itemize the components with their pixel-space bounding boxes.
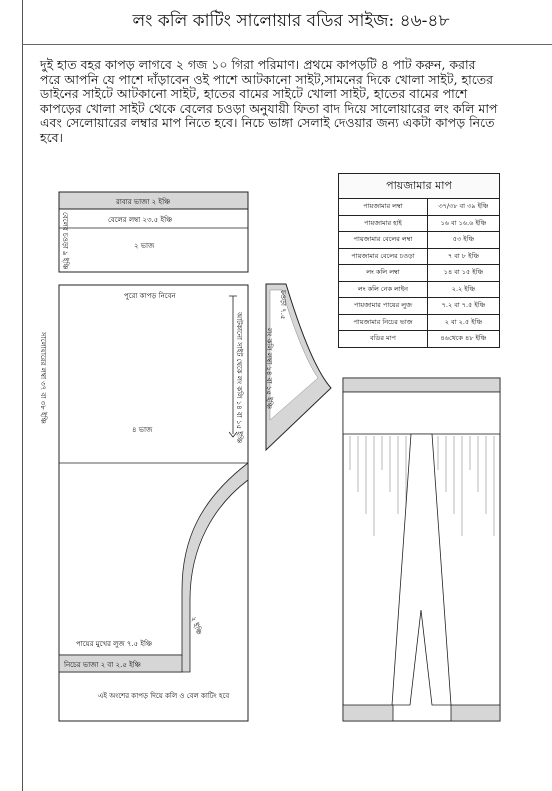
row-name: পায়জামার বেলের চওড়া (339, 248, 428, 265)
paragraph-line: এবং সেলোয়ারের লম্বার মাপ নিতে হবে। নিচে ভাঙ্গা সেলাই দেওয়ার জন্য একটা কাপড় নিতে (40, 115, 495, 131)
paragraph-line: দুই হাত বহর কাপড় লাগবে ২ গজ ১০ গিরা পরিমাণ। প্রথমে কাপড়টি ৪ পাট করুন, করার (40, 57, 476, 72)
table-title: পায়জামার মাপ (339, 174, 500, 199)
row-name: পায়জামার লম্বা (339, 199, 428, 216)
belt-fold-label: ২ ভাজ (134, 242, 155, 250)
bottom-note: এই অংশের কাপড় দিয়ে কলি ও বেল কাটিং হবে (98, 692, 230, 700)
belt-top-label: রাবার ভাজা ২ ইঞ্চি (116, 198, 171, 206)
row-value: ১৪ বা ১৫ ইঞ্চি (427, 265, 499, 282)
table-row (339, 331, 500, 348)
table-row (339, 232, 500, 249)
paragraph-line: পরে আপনি যে পাশে দাঁড়াবেন ওই পাশে আটকানো সাইট,সামনের দিকে খোলা সাইট, হাতের (40, 71, 493, 87)
row-name: পায়জামার নিচের ভাজ (339, 314, 428, 331)
pajama-left-hem (343, 705, 393, 721)
row-value: ১৬ বা ১৬.৬ ইঞ্চি (427, 215, 499, 232)
row-value: ৭.২ বা ৭.৫ ইঞ্চি (427, 298, 499, 315)
row-value: ৫৩ ইঞ্চি (427, 232, 499, 249)
mouth-loose-label: পায়ের মুখের লুজ ৭.৫ ইঞ্চি (76, 640, 153, 648)
pajama-drawing (343, 378, 500, 721)
pajama-waist-band (343, 378, 500, 392)
table-row (339, 281, 500, 298)
belt-length-label: বেলের লম্বা ২৩.৫ ইঞ্চি (108, 216, 173, 224)
row-value: ২.২ ইঞ্চি (427, 281, 499, 298)
paragraph-line: ডাইনের সাইটে আটকানো সাইট, হাতের বামের সাইটে খোলা সাইট, হাতের বামের পাশে (40, 86, 468, 102)
pajama-right-hem (451, 705, 500, 721)
kali-length-label: লং কলি লম্বা ১৪ বা ১৫ ইঞ্চি (265, 328, 273, 409)
main-fold-label: ৪ ভাজ (132, 426, 153, 434)
row-name: লং কলি নেক লাইন (339, 281, 428, 298)
row-name: লং কলি লম্বা (339, 265, 428, 282)
kali-top-label: চওড়া ৭.৫ (279, 290, 287, 320)
belt-side-label: বেলের চওড়া ৯ ইঞ্চি (61, 212, 69, 270)
row-value: ৩৭/৩৮ বা ৩৯ ইঞ্চি (427, 199, 499, 216)
row-name: পায়জামার বেলের লম্বা (339, 232, 428, 249)
row-value: ৭ বা ৮ ইঞ্চি (427, 248, 499, 265)
main-cutting-diagram (59, 285, 248, 721)
table-row (339, 215, 500, 232)
table-row (339, 265, 500, 282)
main-right-side-label: আটকানো সাইট থেকে লং কলি ১৪ বা ১৫ ইঞ্চি (235, 312, 243, 444)
page-title: লং কলি কাটিং সালোয়ার বডির সাইজ: ৪৬-৪৮ (132, 11, 450, 31)
row-name: পায়জামার পায়ের লুজ (339, 298, 428, 315)
table-row (339, 248, 500, 265)
row-value: ২ বা ২.৫ ইঞ্চি (427, 314, 499, 331)
paragraph-line: হবে। (40, 129, 64, 145)
bottom-fold-label: নিচের ভাজা ২ বা ২.৫ ইঞ্চি (64, 661, 141, 669)
row-name: পায়জামার হাই (339, 215, 428, 232)
measurement-table (338, 173, 500, 348)
row-value: ৪৬থেকে ৪৮ ইঞ্চি (427, 331, 499, 348)
main-top-label: পুরো কাপড় নিবেন (124, 292, 176, 300)
table-row (339, 298, 500, 315)
main-left-side-label: সালোয়ারের লম্বা ৩৭ বা ৩৮ ইঞ্চি (39, 332, 47, 424)
table-row (339, 314, 500, 331)
paragraph-line: কাপড়ের খোলা সাইট থেকে বেলের চওড়া অনুযায়ী ফিতা বাদ দিয়ে সালোয়ারের লং কলি মাপ (40, 100, 498, 116)
row-name: বডির মাপ (339, 331, 428, 348)
pajama-belt (343, 392, 500, 434)
kali-piece (266, 284, 331, 450)
table-row (339, 199, 500, 216)
curve-label: ২ ইঞ্চি (189, 615, 203, 636)
